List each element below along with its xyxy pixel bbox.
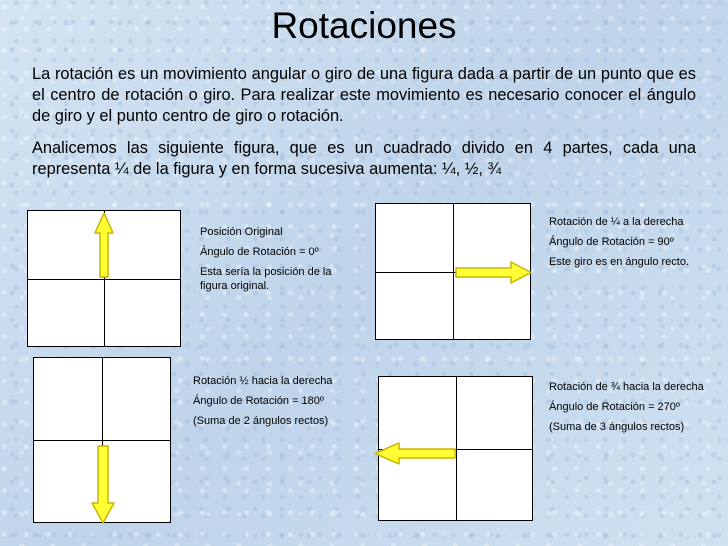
arrow-down-icon — [34, 358, 172, 524]
caption-line: Ángulo de Rotación = 0º — [200, 246, 319, 258]
arrow-left-icon — [379, 377, 534, 522]
arrow-up-icon — [28, 211, 182, 348]
caption-rotated-90 — [549, 215, 709, 275]
caption-line: Ángulo de Rotación = 270º — [549, 401, 680, 413]
caption-line: Ángulo de Rotación = 90º — [549, 236, 674, 248]
arrow-right-icon — [376, 204, 532, 341]
caption-line: Rotación de ¼ a la derecha — [549, 216, 684, 228]
page-title: Rotaciones — [271, 5, 457, 46]
caption-line: (Suma de 3 ángulos rectos) — [549, 421, 685, 433]
caption-rotated-180 — [193, 374, 353, 434]
caption-line: Rotación de ¾ hacia la derecha — [549, 381, 704, 393]
caption-line: Esta sería la posición de la figura original. — [200, 266, 332, 292]
caption-line: (Suma de 2 ángulos rectos) — [193, 415, 329, 427]
square-original — [27, 210, 181, 347]
caption-line: Este giro es en ángulo recto. — [549, 256, 690, 268]
caption-line: Ángulo de Rotación = 180º — [193, 395, 324, 407]
square-rotated-180 — [33, 357, 171, 523]
caption-original — [200, 225, 360, 299]
caption-rotated-270 — [549, 380, 709, 440]
analysis-paragraph: Analicemos las siguiente figura, que es un cuadrado divido en 4 partes, cada una representa ¼ de la figura y en forma sucesiva aumenta: ¼, ½, ¾ — [32, 139, 696, 178]
caption-line: Rotación ½ hacia la derecha — [193, 375, 333, 387]
square-rotated-90 — [375, 203, 531, 340]
caption-line: Posición Original — [200, 226, 283, 238]
intro-paragraph: La rotación es un movimiento angular o giro de una figura dada a partir de un punto que es el centro de rotación o giro. Para realizar este movimiento es necesario conocer el ángulo de giro y el punto centro de giro o rotación. — [32, 65, 696, 125]
square-rotated-270 — [378, 376, 533, 521]
